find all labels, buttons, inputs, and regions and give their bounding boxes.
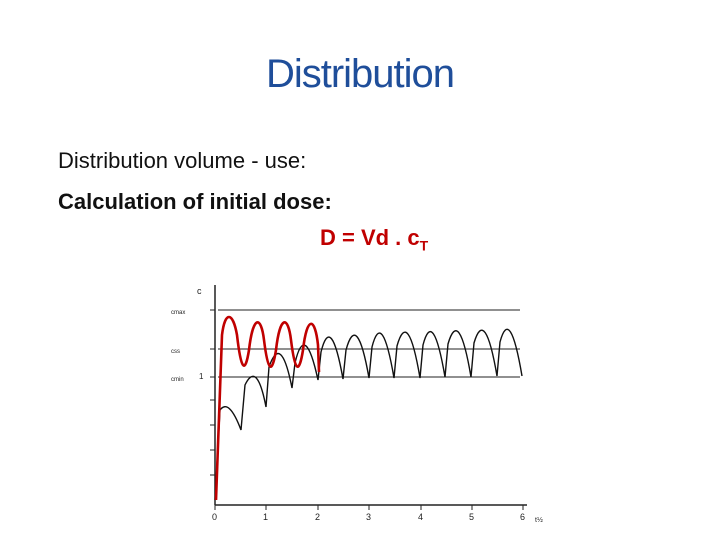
formula-main: D = Vd . c xyxy=(320,225,420,250)
loading-dose-curve xyxy=(216,317,319,500)
x-tick-1: 1 xyxy=(263,512,269,522)
distribution-volume-text: Distribution volume - use: xyxy=(58,148,307,173)
slide-title: Distribution xyxy=(265,52,455,96)
x-tick-4: 4 xyxy=(418,512,424,522)
x-tick-5: 5 xyxy=(469,512,475,522)
dose-formula xyxy=(320,225,428,253)
y-tick-cmax: cmax xyxy=(171,310,186,316)
y-axis-label: c xyxy=(197,286,202,296)
x-tick-3: 3 xyxy=(366,512,372,522)
x-axis-label: t½ xyxy=(535,517,543,524)
accumulation-curve xyxy=(215,329,522,500)
x-tick-0: 0 xyxy=(212,512,218,522)
y-marker-label: 1 xyxy=(199,372,204,381)
formula-subscript: T xyxy=(419,237,429,254)
y-tick-css: css xyxy=(171,349,180,355)
x-tick-6: 6 xyxy=(520,512,526,522)
initial-dose-text: Calculation of initial dose: xyxy=(58,189,332,214)
x-tick-2: 2 xyxy=(315,512,321,522)
y-tick-cmin: cmin xyxy=(171,377,184,383)
concentration-chart xyxy=(165,260,570,530)
